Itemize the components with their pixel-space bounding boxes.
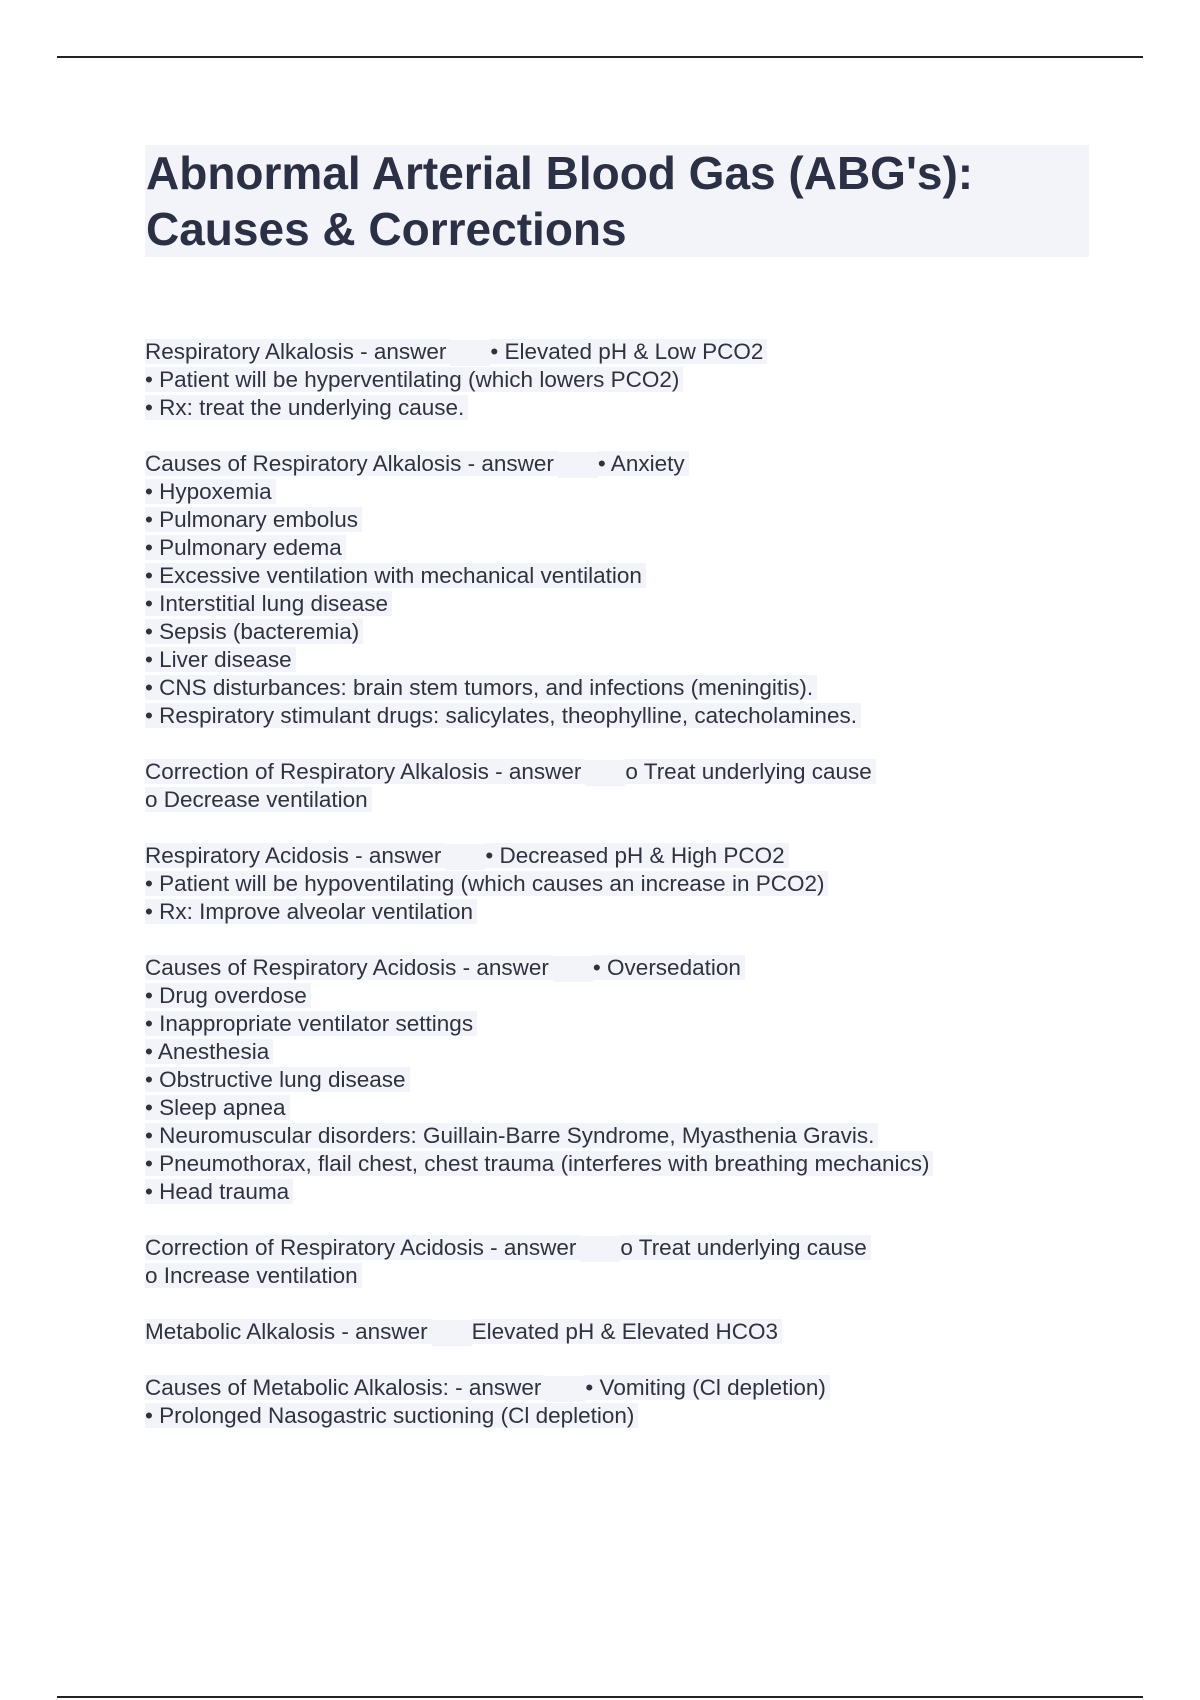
answer-line-text: • Excessive ventilation with mechanical ventilation xyxy=(145,563,646,588)
answer-line xyxy=(145,506,1145,534)
page-title-line-2: Causes & Corrections xyxy=(146,203,627,255)
qa-first-line xyxy=(145,954,1145,982)
answer-line xyxy=(145,898,1145,926)
qa-item xyxy=(145,1318,1145,1346)
qa-item xyxy=(145,954,1145,1206)
answer-line xyxy=(145,1178,1145,1206)
answer-line-text: • Patient will be hyperventilating (which lowers PCO2) xyxy=(145,367,683,392)
answer-line xyxy=(145,786,1145,814)
answer-line-text: • Patient will be hypoventilating (which causes an increase in PCO2) xyxy=(145,871,828,896)
answer-first-text: • Oversedation xyxy=(593,955,745,980)
answer-line xyxy=(145,590,1145,618)
question-text: Causes of Metabolic Alkalosis: - answer xyxy=(145,1375,545,1400)
answer-first-text: • Decreased pH & High PCO2 xyxy=(485,843,788,868)
qa-item xyxy=(145,450,1145,730)
answer-line xyxy=(145,366,1145,394)
qa-first-line xyxy=(145,1374,1145,1402)
answer-first-text: • Elevated pH & Low PCO2 xyxy=(490,339,767,364)
page-title-line-1: Abnormal Arterial Blood Gas (ABG's): xyxy=(146,147,974,199)
question-text: Metabolic Alkalosis - answer xyxy=(145,1319,432,1344)
question-text: Correction of Respiratory Alkalosis - answer xyxy=(145,759,585,784)
question-text: Respiratory Alkalosis - answer xyxy=(145,339,450,364)
answer-line xyxy=(145,618,1145,646)
answer-gap xyxy=(553,956,593,982)
answer-line-text: o Increase ventilation xyxy=(145,1263,362,1288)
answer-line-text: o Decrease ventilation xyxy=(145,787,372,812)
answer-line-text: • Neuromuscular disorders: Guillain-Barre Syndrome, Myasthenia Gravis. xyxy=(145,1123,878,1148)
answer-line xyxy=(145,562,1145,590)
answer-line-text: • Rx: treat the underlying cause. xyxy=(145,395,468,420)
answer-line xyxy=(145,1066,1145,1094)
answer-line xyxy=(145,870,1145,898)
answer-line-text: • Drug overdose xyxy=(145,983,311,1008)
answer-line xyxy=(145,1122,1145,1150)
answer-line xyxy=(145,646,1145,674)
answer-line xyxy=(145,1402,1145,1430)
answer-gap xyxy=(580,1236,620,1262)
answer-line xyxy=(145,394,1145,422)
top-rule xyxy=(57,56,1143,58)
answer-line xyxy=(145,702,1145,730)
answer-line-text: • Head trauma xyxy=(145,1179,293,1204)
answer-line-text: • Hypoxemia xyxy=(145,479,276,504)
qa-first-line xyxy=(145,1318,1145,1346)
question-text: Respiratory Acidosis - answer xyxy=(145,843,445,868)
qa-first-line xyxy=(145,842,1145,870)
answer-line xyxy=(145,982,1145,1010)
qa-item xyxy=(145,758,1145,814)
question-text: Causes of Respiratory Alkalosis - answer xyxy=(145,451,558,476)
qa-item xyxy=(145,1374,1145,1430)
answer-first-text: Elevated pH & Elevated HCO3 xyxy=(472,1319,782,1344)
qa-list xyxy=(145,338,1145,1458)
qa-first-line xyxy=(145,758,1145,786)
answer-line-text: • Obstructive lung disease xyxy=(145,1067,410,1092)
answer-line-text: • Pulmonary embolus xyxy=(145,507,362,532)
qa-item xyxy=(145,842,1145,926)
answer-first-text: • Anxiety xyxy=(598,451,689,476)
answer-line-text: • Respiratory stimulant drugs: salicylates, theophylline, catecholamines. xyxy=(145,703,861,728)
answer-line xyxy=(145,1262,1145,1290)
answer-gap xyxy=(585,760,625,786)
answer-first-text: o Treat underlying cause xyxy=(625,759,875,784)
answer-line-text: • Prolonged Nasogastric suctioning (Cl depletion) xyxy=(145,1403,638,1428)
answer-line-text: • Inappropriate ventilator settings xyxy=(145,1011,477,1036)
answer-gap xyxy=(450,340,490,366)
question-text: Causes of Respiratory Acidosis - answer xyxy=(145,955,553,980)
answer-gap xyxy=(445,844,485,870)
answer-line xyxy=(145,1150,1145,1178)
qa-item xyxy=(145,338,1145,422)
answer-gap xyxy=(558,452,598,478)
answer-first-text: o Treat underlying cause xyxy=(620,1235,870,1260)
answer-line xyxy=(145,1094,1145,1122)
answer-line-text: • Sleep apnea xyxy=(145,1095,290,1120)
answer-line-text: • Interstitial lung disease xyxy=(145,591,392,616)
title-block xyxy=(145,145,1089,257)
qa-first-line xyxy=(145,1234,1145,1262)
answer-line-text: • Rx: Improve alveolar ventilation xyxy=(145,899,477,924)
answer-line xyxy=(145,1010,1145,1038)
bottom-rule xyxy=(57,1696,1143,1698)
answer-gap xyxy=(432,1320,472,1346)
answer-line-text: • CNS disturbances: brain stem tumors, and infections (meningitis). xyxy=(145,675,817,700)
qa-item xyxy=(145,1234,1145,1290)
answer-line xyxy=(145,674,1145,702)
answer-line-text: • Sepsis (bacteremia) xyxy=(145,619,363,644)
answer-line xyxy=(145,478,1145,506)
answer-line-text: • Pneumothorax, flail chest, chest trauma (interferes with breathing mechanics) xyxy=(145,1151,933,1176)
answer-line xyxy=(145,534,1145,562)
qa-first-line xyxy=(145,450,1145,478)
answer-line xyxy=(145,1038,1145,1066)
answer-line-text: • Pulmonary edema xyxy=(145,535,346,560)
question-text: Correction of Respiratory Acidosis - answer xyxy=(145,1235,580,1260)
answer-gap xyxy=(545,1376,585,1402)
answer-line-text: • Liver disease xyxy=(145,647,296,672)
qa-first-line xyxy=(145,338,1145,366)
answer-first-text: • Vomiting (Cl depletion) xyxy=(585,1375,830,1400)
answer-line-text: • Anesthesia xyxy=(145,1039,273,1064)
